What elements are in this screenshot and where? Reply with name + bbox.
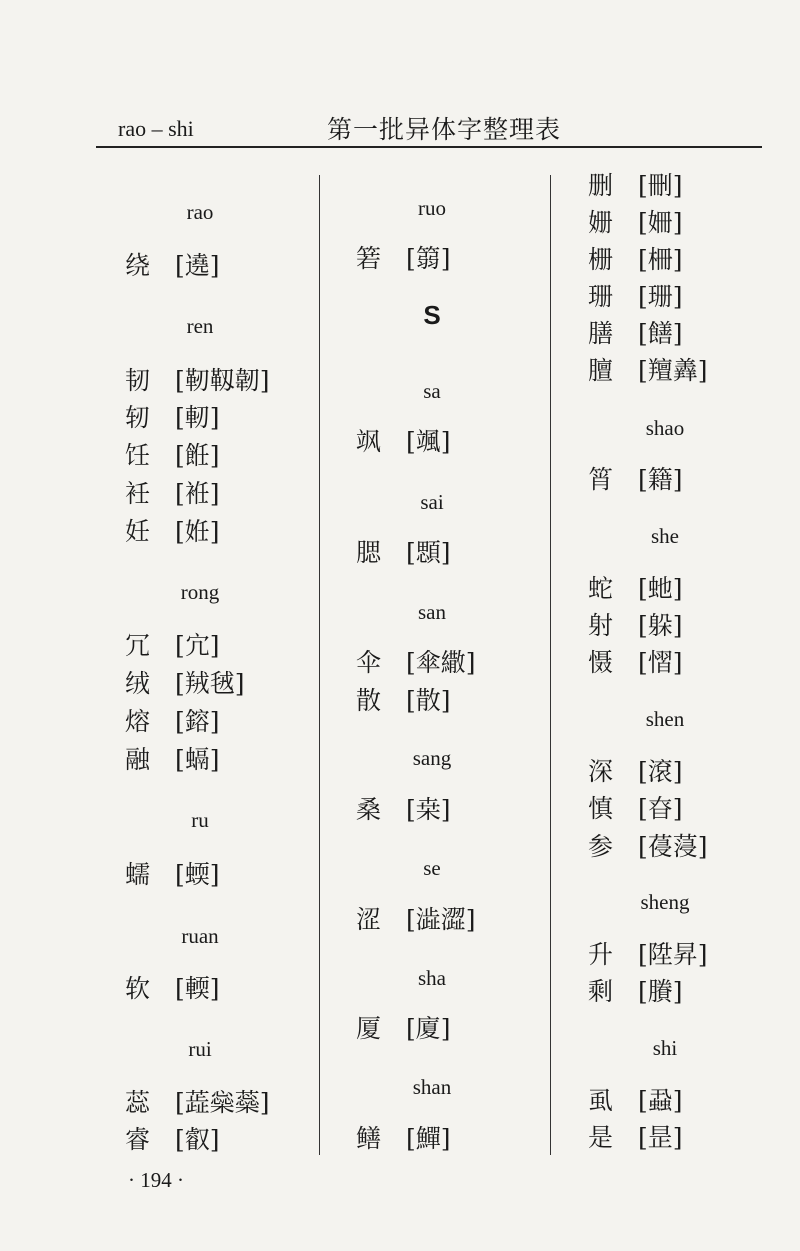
entry-row (356, 792, 451, 828)
entry-row (588, 353, 708, 389)
variant-characters: [顋] (406, 538, 451, 567)
standard-character: 参 (588, 832, 614, 861)
variant-characters: [叡] (175, 1125, 220, 1154)
pinyin-heading-sa: sa (423, 379, 441, 403)
standard-character: 伞 (356, 648, 382, 677)
entry-row (125, 363, 270, 399)
pinyin-heading-shan: shan (412, 1075, 452, 1099)
standard-character: 慑 (588, 648, 614, 677)
entry-row (125, 514, 220, 550)
standard-character: 是 (588, 1123, 614, 1152)
pinyin-heading-sai: sai (420, 490, 444, 514)
variant-characters: [螎] (175, 745, 220, 774)
entry-row (588, 462, 683, 498)
standard-character: 箬 (356, 244, 382, 273)
pinyin-heading-shen: shen (645, 707, 685, 731)
variant-characters: [桒] (406, 795, 451, 824)
entry-row (588, 974, 683, 1010)
standard-character: 妊 (125, 517, 151, 546)
entry-row (588, 645, 683, 681)
page-number: · 194 · (128, 1168, 184, 1192)
entry-row (125, 1085, 270, 1121)
pinyin-heading-ru: ru (191, 808, 209, 832)
pinyin-heading-ruan: ruan (181, 924, 219, 948)
entry-row (588, 279, 683, 315)
standard-character: 腮 (356, 538, 382, 567)
pinyin-heading-ruo: ruo (418, 196, 446, 220)
standard-character: 绕 (125, 251, 151, 280)
standard-character: 绒 (125, 669, 151, 698)
standard-character: 蕊 (125, 1088, 151, 1117)
entry-row (588, 937, 708, 973)
standard-character: 射 (588, 611, 614, 640)
standard-character: 飒 (356, 427, 382, 456)
entry-row (588, 829, 708, 865)
entry-row (588, 1083, 683, 1119)
entry-row (588, 205, 683, 241)
entry-row (125, 857, 220, 893)
entry-row (356, 683, 451, 719)
variant-characters: [蝡] (175, 860, 220, 889)
variant-characters: [昚] (638, 794, 683, 823)
standard-character: 蛇 (588, 574, 614, 603)
entry-row (356, 645, 476, 681)
entry-row (356, 902, 476, 938)
entry-row (125, 971, 220, 1007)
column-divider-2 (550, 175, 551, 1155)
column-divider-1 (319, 175, 320, 1155)
pinyin-heading-shi: shi (652, 1036, 678, 1060)
running-head-range: rao – shi (118, 116, 194, 141)
pinyin-heading-se: se (423, 856, 441, 880)
variant-characters: [蕋橤蘂] (175, 1088, 270, 1117)
variant-characters: [籍] (638, 465, 683, 494)
page-title: 第一批异体字整理表 (327, 115, 562, 144)
standard-character: 桑 (356, 795, 382, 824)
variant-characters: [饍] (638, 319, 683, 348)
entry-row (125, 666, 245, 702)
variant-characters: [廈] (406, 1014, 451, 1043)
variant-characters: [餁] (175, 441, 220, 470)
entry-row (125, 742, 220, 778)
standard-character: 虱 (588, 1086, 614, 1115)
pinyin-heading-rong: rong (180, 580, 220, 604)
variant-characters: [篛] (406, 244, 451, 273)
standard-character: 鳝 (356, 1124, 382, 1153)
variant-characters: [躲] (638, 611, 683, 640)
entry-row (125, 476, 220, 512)
pinyin-heading-she: she (651, 524, 679, 548)
entry-row (125, 438, 220, 474)
standard-character: 睿 (125, 1125, 151, 1154)
variant-characters: [宂] (175, 631, 220, 660)
variant-characters: [鱓] (406, 1124, 451, 1153)
standard-character: 涩 (356, 905, 382, 934)
pinyin-heading-ren: ren (186, 314, 214, 338)
entry-row (588, 791, 683, 827)
entry-row (125, 1122, 220, 1158)
entry-row (588, 571, 683, 607)
entry-row (588, 754, 683, 790)
variant-characters: [靭靱韌] (175, 366, 270, 395)
variant-characters: [羢毧] (175, 669, 245, 698)
pinyin-heading-shao: shao (645, 416, 685, 440)
standard-character: 深 (588, 757, 614, 786)
entry-row (588, 316, 683, 352)
standard-character: 筲 (588, 465, 614, 494)
section-letter-s: S (423, 300, 441, 330)
header-rule (96, 146, 762, 148)
standard-character: 栅 (588, 245, 614, 274)
entry-row (125, 628, 220, 664)
variant-characters: [慴] (638, 648, 683, 677)
variant-characters: [賸] (638, 977, 683, 1006)
variant-characters: [陞昇] (638, 940, 708, 969)
pinyin-heading-san: san (418, 600, 446, 624)
variant-characters: [昰] (638, 1123, 683, 1152)
entry-row (588, 168, 683, 204)
pinyin-heading-sang: sang (412, 746, 452, 770)
standard-character: 剩 (588, 977, 614, 1006)
entry-row (356, 1011, 451, 1047)
variant-characters: [柵] (638, 245, 683, 274)
standard-character: 软 (125, 974, 151, 1003)
standard-character: 慎 (588, 794, 614, 823)
standard-character: 衽 (125, 479, 151, 508)
variant-characters: [遶] (175, 251, 220, 280)
variant-characters: [鎔] (175, 707, 220, 736)
entry-row (125, 704, 220, 740)
entry-row (588, 242, 683, 278)
variant-characters: [澁澀] (406, 905, 476, 934)
variant-characters: [羶羴] (638, 356, 708, 385)
entry-row (356, 535, 451, 571)
standard-character: 蠕 (125, 860, 151, 889)
standard-character: 熔 (125, 707, 151, 736)
variant-characters: [珊] (638, 282, 683, 311)
variant-characters: [虵] (638, 574, 683, 603)
standard-character: 删 (588, 171, 614, 200)
entry-row (356, 1121, 451, 1157)
entry-row (125, 248, 220, 284)
standard-character: 轫 (125, 403, 151, 432)
standard-character: 散 (356, 686, 382, 715)
variant-characters: [姙] (175, 517, 220, 546)
variant-characters: [蝨] (638, 1086, 683, 1115)
standard-character: 珊 (588, 282, 614, 311)
standard-character: 饪 (125, 441, 151, 470)
variant-characters: [輭] (175, 974, 220, 1003)
entry-row (356, 424, 451, 460)
variant-characters: [颯] (406, 427, 451, 456)
variant-characters: [軔] (175, 403, 220, 432)
pinyin-heading-sha: sha (418, 966, 446, 990)
variant-characters: [葠蓡] (638, 832, 708, 861)
pinyin-heading-sheng: sheng (640, 890, 690, 914)
variant-characters: [滾] (638, 757, 683, 786)
pinyin-heading-rao: rao (186, 200, 214, 224)
variant-characters: [散] (406, 686, 451, 715)
standard-character: 韧 (125, 366, 151, 395)
variant-characters: [姍] (638, 208, 683, 237)
entry-row (588, 1120, 683, 1156)
variant-characters: [傘繖] (406, 648, 476, 677)
standard-character: 升 (588, 940, 614, 969)
standard-character: 冗 (125, 631, 151, 660)
variant-characters: [刪] (638, 171, 683, 200)
standard-character: 姗 (588, 208, 614, 237)
entry-row (356, 241, 451, 277)
variant-characters: [袵] (175, 479, 220, 508)
entry-row (588, 608, 683, 644)
standard-character: 膳 (588, 319, 614, 348)
standard-character: 厦 (356, 1014, 382, 1043)
entry-row (125, 400, 220, 436)
pinyin-heading-rui: rui (188, 1037, 212, 1061)
standard-character: 融 (125, 745, 151, 774)
standard-character: 膻 (588, 356, 614, 385)
